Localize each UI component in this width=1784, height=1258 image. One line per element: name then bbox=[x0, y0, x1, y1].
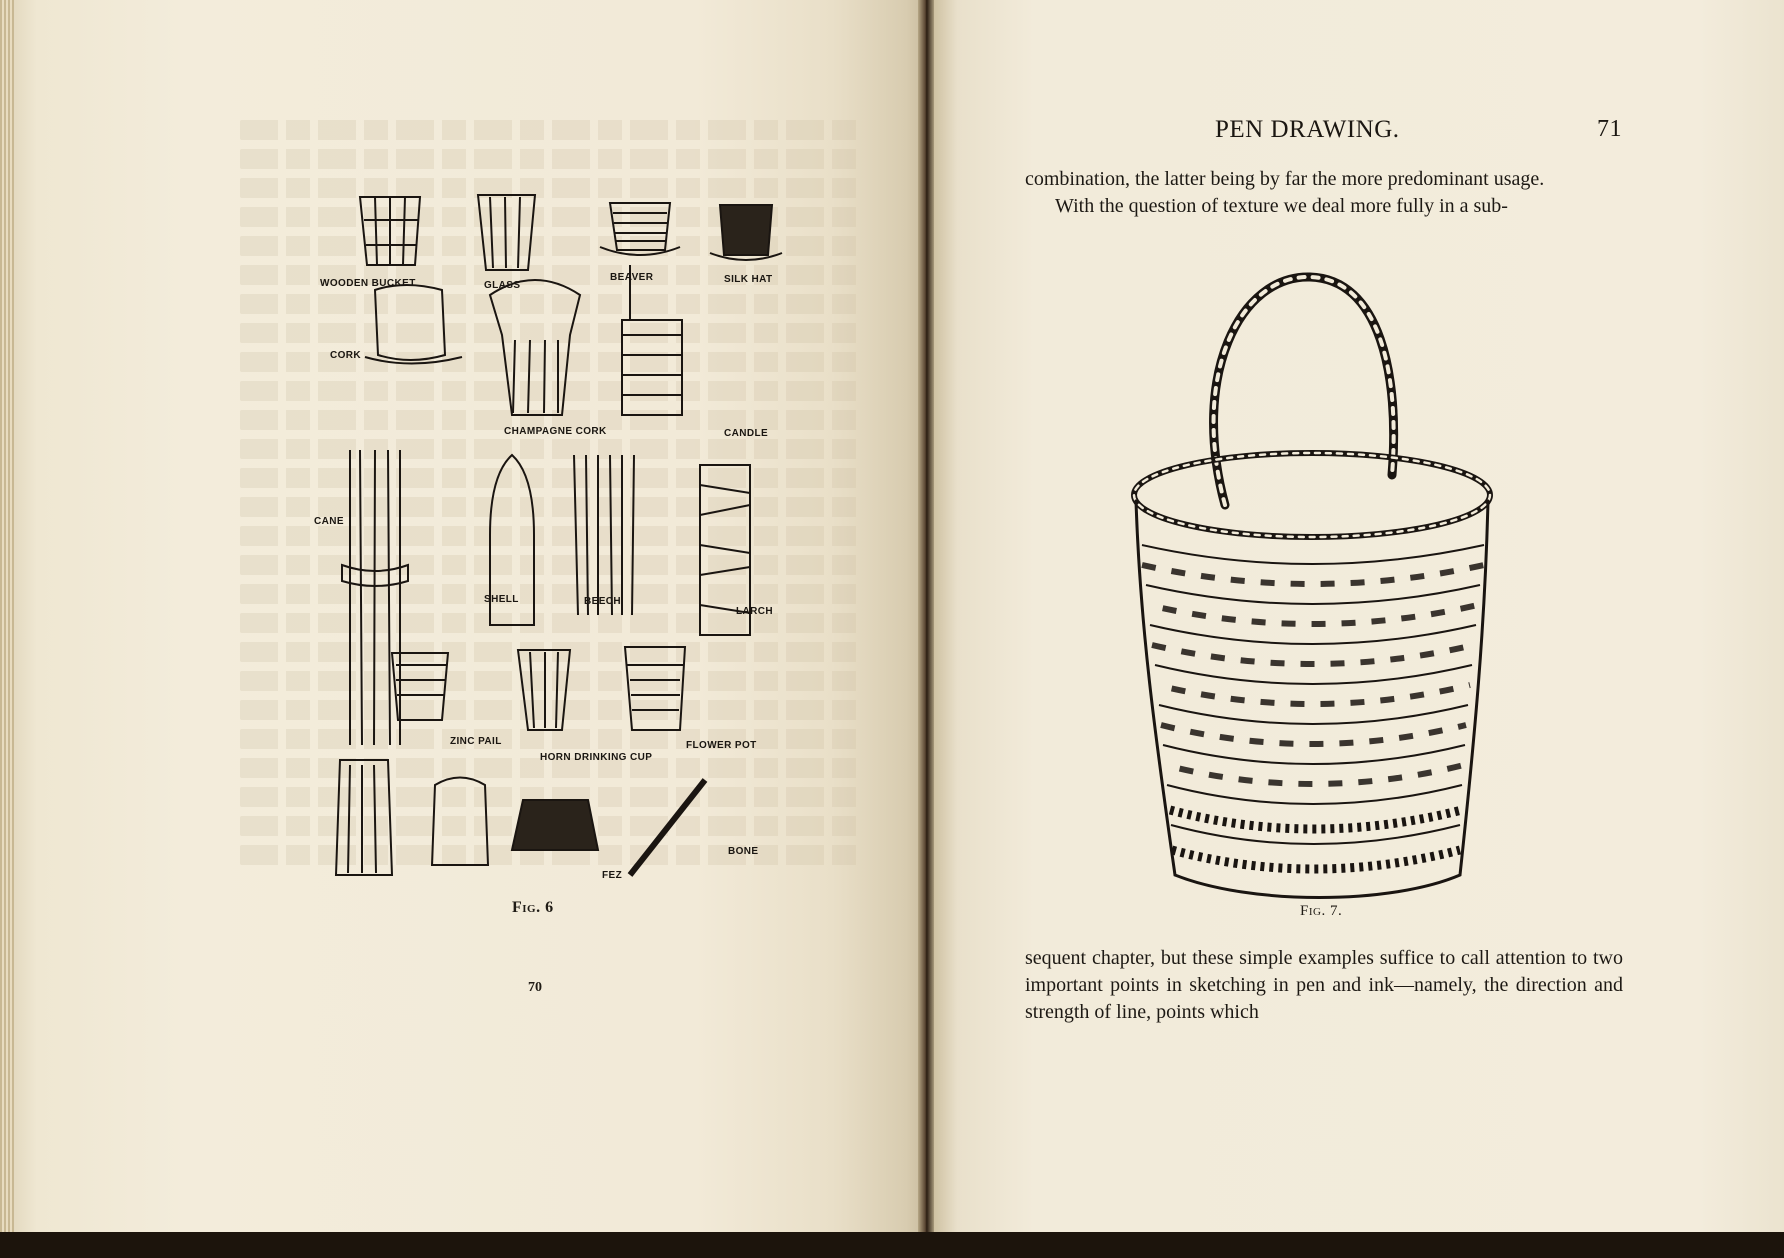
page-number-right: 71 bbox=[1597, 116, 1622, 142]
running-title: PEN DRAWING. bbox=[1215, 116, 1400, 143]
figure-7-caption: Fig. 7. bbox=[1300, 903, 1343, 919]
paragraph-2: With the question of texture we deal more fully in a sub- bbox=[1055, 195, 1508, 217]
page-edges bbox=[0, 0, 14, 1232]
label-larch: LARCH bbox=[736, 606, 773, 617]
label-beaver: BEAVER bbox=[610, 272, 654, 283]
label-candle: CANDLE bbox=[724, 428, 769, 439]
fig-6-sketches bbox=[330, 185, 810, 885]
book-gutter bbox=[918, 0, 934, 1232]
label-flower-pot: FLOWER POT bbox=[686, 740, 757, 751]
label-beech: BEECH bbox=[584, 596, 622, 607]
label-cork: CORK bbox=[330, 350, 362, 361]
label-silk-hat: SILK HAT bbox=[724, 274, 773, 285]
label-horn-drinking-cup: HORN DRINKING CUP bbox=[540, 752, 653, 763]
label-champagne-cork: CHAMPAGNE CORK bbox=[504, 426, 607, 437]
label-glass: GLASS bbox=[484, 280, 521, 291]
paragraph-1: combination, the latter being by far the more predominant usage. bbox=[1025, 168, 1545, 190]
label-zinc-pail: ZINC PAIL bbox=[450, 736, 502, 747]
page-number-left: 70 bbox=[528, 980, 542, 995]
basket-illustration bbox=[1130, 265, 1520, 905]
label-shell: SHELL bbox=[484, 594, 519, 605]
body-text-top bbox=[1025, 166, 1623, 220]
figure-6-caption: Fig. 6 bbox=[512, 899, 554, 916]
label-bone: BONE bbox=[728, 846, 759, 857]
background-band bbox=[0, 1232, 1784, 1258]
paragraph-3: sequent chapter, but these simple examples suffice to call attention to two important points in sketching in pen and ink—namely, the direction and strength of line, points which bbox=[1025, 947, 1623, 1023]
label-wooden-bucket: WOODEN BUCKET bbox=[320, 278, 416, 289]
label-fez: FEZ bbox=[602, 870, 623, 881]
label-cane: CANE bbox=[314, 516, 344, 527]
